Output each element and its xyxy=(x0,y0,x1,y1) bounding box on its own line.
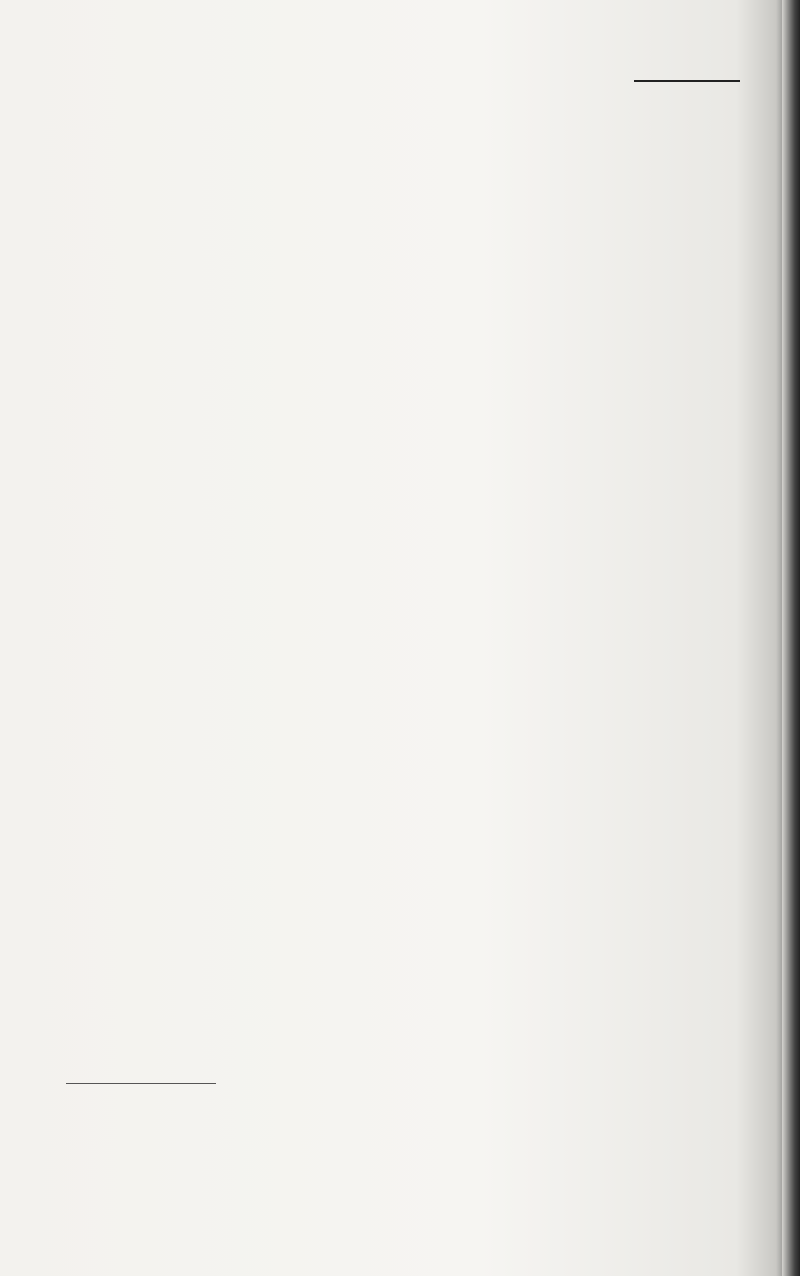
text-line xyxy=(62,924,624,953)
text-line xyxy=(62,352,624,381)
text-line xyxy=(62,524,624,553)
text-line xyxy=(62,323,624,352)
text-line xyxy=(62,638,624,667)
text-line xyxy=(62,867,624,896)
text-line xyxy=(62,724,624,753)
text-line xyxy=(62,123,624,152)
page-header xyxy=(140,36,630,68)
text-line xyxy=(62,209,624,238)
text-line xyxy=(62,295,624,324)
text-line xyxy=(62,66,624,95)
text-line xyxy=(62,552,624,581)
text-line xyxy=(62,809,624,838)
main-text xyxy=(62,66,624,981)
margin-rule xyxy=(634,80,740,82)
text-line xyxy=(62,238,624,267)
text-line xyxy=(62,266,624,295)
text-line xyxy=(62,752,624,781)
text-line xyxy=(62,838,624,867)
text-line xyxy=(62,609,624,638)
text-line xyxy=(62,180,624,209)
text-line xyxy=(62,466,624,495)
text-line xyxy=(62,781,624,810)
text-line xyxy=(62,581,624,610)
text-line xyxy=(62,666,624,695)
text-line xyxy=(62,438,624,467)
text-line xyxy=(62,152,624,181)
page-gutter-shadow xyxy=(782,0,800,1276)
text-line xyxy=(62,695,624,724)
text-line xyxy=(62,895,624,924)
text-line xyxy=(62,495,624,524)
footnote-rule xyxy=(66,1083,216,1084)
text-line xyxy=(62,409,624,438)
text-line xyxy=(62,381,624,410)
text-line xyxy=(62,952,624,981)
text-line xyxy=(62,95,624,124)
